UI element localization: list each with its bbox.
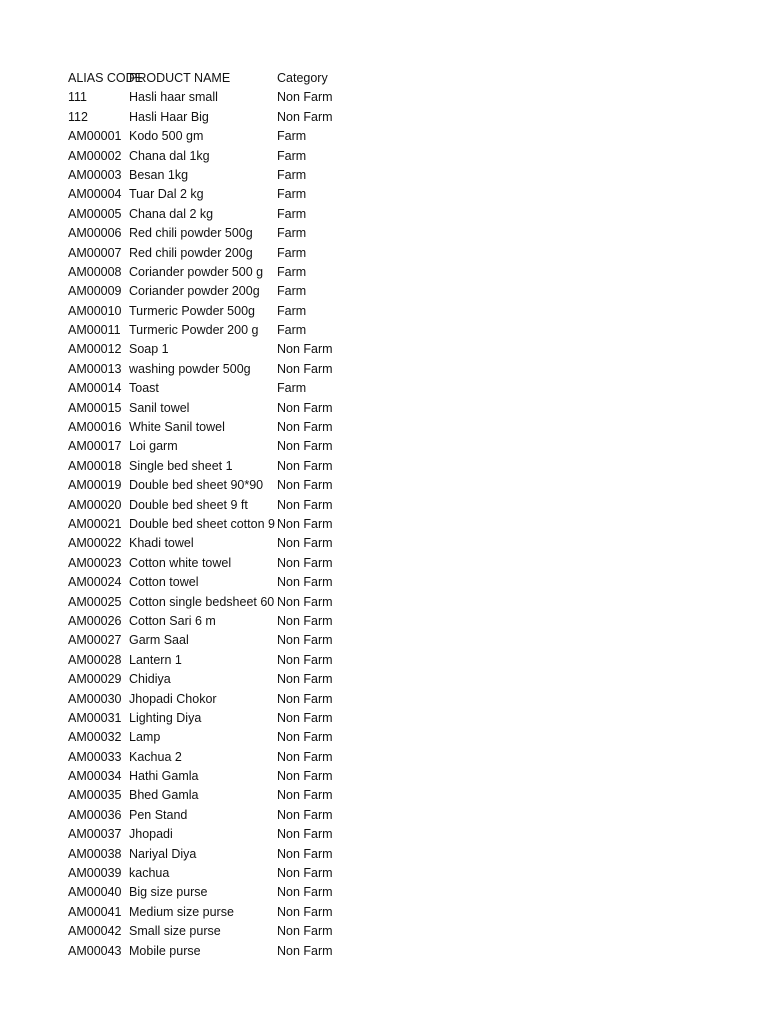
product-name-cell: White Sanil towel	[129, 420, 225, 435]
alias-code-cell: AM00008	[68, 264, 122, 279]
product-name-cell: Medium size purse	[129, 904, 234, 919]
alias-code-cell: 111	[68, 90, 88, 105]
product-name-cell: Bhed Gamla	[129, 788, 199, 803]
product-name-cell: Garm Saal	[129, 633, 189, 648]
alias-code-cell: AM00023	[68, 555, 122, 570]
product-name-cell: Kachua 2	[129, 749, 182, 764]
category-cell: Farm	[277, 245, 307, 260]
category-cell: Farm	[277, 264, 307, 279]
category-cell: Non Farm	[277, 342, 333, 357]
product-name-cell: Toast	[129, 381, 159, 396]
alias-code-cell: AM00018	[68, 458, 122, 473]
category-cell: Non Farm	[277, 613, 333, 628]
category-cell: Non Farm	[277, 109, 333, 124]
category-cell: Farm	[277, 323, 307, 338]
alias-code-cell: AM00040	[68, 885, 122, 900]
category-cell: Non Farm	[277, 575, 333, 590]
alias-code-cell: AM00011	[68, 323, 121, 338]
category-cell: Non Farm	[277, 691, 333, 706]
product-name-cell: Big size purse	[129, 885, 208, 900]
alias-code-cell: AM00021	[68, 516, 122, 531]
category-cell: Non Farm	[277, 827, 333, 842]
alias-code-cell: AM00026	[68, 613, 122, 628]
alias-code-cell: AM00022	[68, 536, 122, 551]
alias-code-cell: AM00004	[68, 187, 122, 202]
category-cell: Farm	[277, 148, 307, 163]
alias-code-cell: AM00028	[68, 652, 122, 667]
product-name-cell: Soap 1	[129, 342, 169, 357]
product-name-cell: Hasli Haar Big	[129, 109, 209, 124]
category-cell: Non Farm	[277, 633, 333, 648]
alias-code-cell: AM00016	[68, 420, 122, 435]
category-cell: Farm	[277, 167, 307, 182]
alias-code-cell: AM00006	[68, 226, 122, 241]
product-name-cell: washing powder 500g	[129, 361, 251, 376]
product-name-cell: Coriander powder 200g	[129, 284, 260, 299]
alias-code-cell: AM00020	[68, 497, 122, 512]
product-name-cell: Loi garm	[129, 439, 178, 454]
product-name-cell: Khadi towel	[129, 536, 194, 551]
alias-code-cell: AM00002	[68, 148, 122, 163]
alias-code-cell: AM00038	[68, 846, 122, 861]
alias-code-cell: AM00042	[68, 924, 122, 939]
product-name-cell: Double bed sheet cotton 9	[129, 516, 275, 531]
category-cell: Non Farm	[277, 400, 333, 415]
alias-code-cell: AM00036	[68, 807, 122, 822]
alias-code-cell: AM00033	[68, 749, 122, 764]
product-name-cell: Sanil towel	[129, 400, 190, 415]
category-cell: Non Farm	[277, 788, 333, 803]
alias-code-cell: AM00024	[68, 575, 122, 590]
category-cell: Farm	[277, 206, 307, 221]
product-name-cell: Turmeric Powder 500g	[129, 303, 255, 318]
alias-code-cell: AM00039	[68, 866, 122, 881]
alias-code-cell: AM00013	[68, 361, 122, 376]
category-cell: Non Farm	[277, 710, 333, 725]
category-cell: Non Farm	[277, 516, 333, 531]
product-name-cell: Cotton Sari 6 m	[129, 613, 216, 628]
category-cell: Non Farm	[277, 846, 333, 861]
product-name-cell: Lighting Diya	[129, 710, 202, 725]
alias-code-cell: AM00003	[68, 167, 122, 182]
category-cell: Non Farm	[277, 497, 333, 512]
alias-code-cell: AM00025	[68, 594, 122, 609]
category-cell: Farm	[277, 303, 307, 318]
alias-code-cell: AM00029	[68, 672, 122, 687]
product-name-cell: Single bed sheet 1	[129, 458, 233, 473]
alias-code-cell: AM00014	[68, 381, 122, 396]
category-cell: Non Farm	[277, 478, 333, 493]
alias-code-cell: AM00017	[68, 439, 122, 454]
alias-code-cell: AM00041	[68, 904, 122, 919]
product-name-cell: Nariyal Diya	[129, 846, 197, 861]
category-cell: Non Farm	[277, 555, 333, 570]
product-name-cell: Small size purse	[129, 924, 221, 939]
product-name-cell: Jhopadi	[129, 827, 173, 842]
product-name-cell: Red chili powder 500g	[129, 226, 253, 241]
product-name-cell: Hathi Gamla	[129, 769, 199, 784]
alias-code-cell: AM00005	[68, 206, 122, 221]
category-cell: Non Farm	[277, 885, 333, 900]
product-name-cell: Double bed sheet 9 ft	[129, 497, 248, 512]
alias-code-cell: AM00010	[68, 303, 122, 318]
category-cell: Non Farm	[277, 730, 333, 745]
product-name-cell: Mobile purse	[129, 943, 201, 958]
category-cell: Non Farm	[277, 652, 333, 667]
category-cell: Farm	[277, 226, 307, 241]
product-name-cell: Besan 1kg	[129, 167, 189, 182]
category-cell: Farm	[277, 284, 307, 299]
product-name-cell: Lamp	[129, 730, 161, 745]
header-alias-code: ALIAS CODE	[68, 71, 144, 85]
product-name-cell: Cotton single bedsheet 60	[129, 594, 275, 609]
product-name-cell: Kodo 500 gm	[129, 129, 204, 144]
category-cell: Farm	[277, 381, 307, 396]
category-cell: Non Farm	[277, 594, 333, 609]
product-name-cell: Red chili powder 200g	[129, 245, 253, 260]
alias-code-cell: AM00030	[68, 691, 122, 706]
category-cell: Non Farm	[277, 904, 333, 919]
category-cell: Non Farm	[277, 458, 333, 473]
category-cell: Non Farm	[277, 90, 333, 105]
category-cell: Non Farm	[277, 807, 333, 822]
product-name-cell: Chana dal 1kg	[129, 148, 210, 163]
product-name-cell: Hasli haar small	[129, 90, 218, 105]
header-product-name: PRODUCT NAME	[129, 71, 231, 85]
category-cell: Non Farm	[277, 361, 333, 376]
product-name-cell: Jhopadi Chokor	[129, 691, 217, 706]
product-name-cell: Coriander powder 500 g	[129, 264, 264, 279]
alias-code-cell: AM00037	[68, 827, 122, 842]
alias-code-cell: AM00019	[68, 478, 122, 493]
product-name-cell: Chana dal 2 kg	[129, 206, 214, 221]
product-name-cell: Cotton white towel	[129, 555, 232, 570]
product-name-cell: Tuar Dal 2 kg	[129, 187, 204, 202]
category-cell: Non Farm	[277, 536, 333, 551]
category-cell: Non Farm	[277, 749, 333, 764]
category-cell: Farm	[277, 129, 307, 144]
category-cell: Non Farm	[277, 866, 333, 881]
alias-code-cell: AM00009	[68, 284, 122, 299]
product-name-cell: Double bed sheet 90*90	[129, 478, 264, 493]
product-name-cell: Lantern 1	[129, 652, 182, 667]
product-name-cell: Turmeric Powder 200 g	[129, 323, 259, 338]
category-cell: Non Farm	[277, 769, 333, 784]
alias-code-cell: AM00035	[68, 788, 122, 803]
category-cell: Non Farm	[277, 924, 333, 939]
product-name-cell: Pen Stand	[129, 807, 188, 822]
category-cell: Non Farm	[277, 672, 333, 687]
alias-code-cell: AM00015	[68, 400, 122, 415]
product-name-cell: Cotton towel	[129, 575, 199, 590]
category-cell: Non Farm	[277, 943, 333, 958]
header-category: Category	[277, 71, 328, 85]
alias-code-cell: AM00034	[68, 769, 122, 784]
category-cell: Non Farm	[277, 439, 333, 454]
alias-code-cell: AM00032	[68, 730, 122, 745]
alias-code-cell: AM00043	[68, 943, 122, 958]
alias-code-cell: AM00031	[68, 710, 122, 725]
product-name-cell: Chidiya	[129, 672, 171, 687]
alias-code-cell: AM00007	[68, 245, 122, 260]
category-cell: Farm	[277, 187, 307, 202]
alias-code-cell: 112	[68, 109, 88, 124]
alias-code-cell: AM00012	[68, 342, 122, 357]
alias-code-cell: AM00027	[68, 633, 122, 648]
product-name-cell: kachua	[129, 866, 170, 881]
alias-code-cell: AM00001	[68, 129, 122, 144]
category-cell: Non Farm	[277, 420, 333, 435]
